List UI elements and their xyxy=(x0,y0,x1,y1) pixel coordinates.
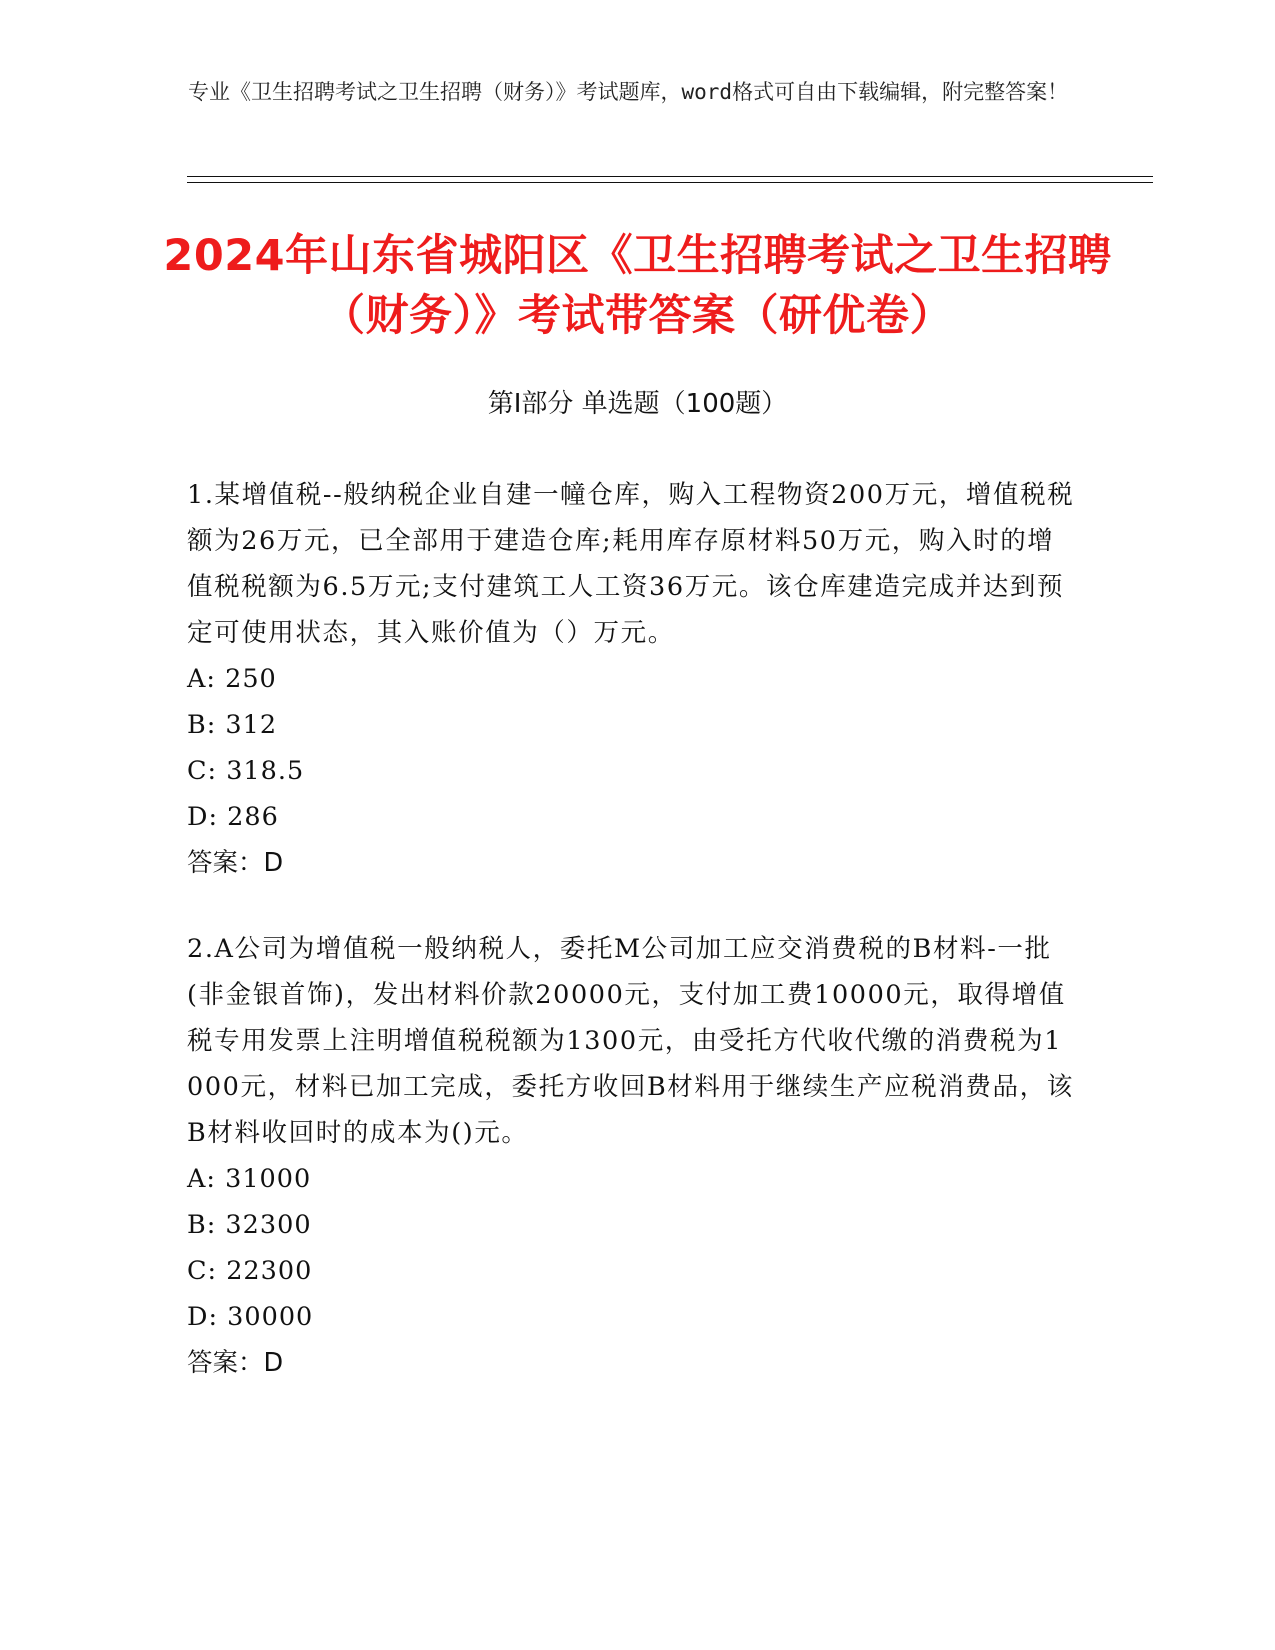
section-title: 第Ⅰ部分 单选题（100题） xyxy=(487,389,788,419)
question-stem: 2.A公司为增值税一般纳税人，委托M公司加工应交消费税的B材料-一批(非金银首饰)，发出材料价款20000元，支付加工费10000元，取得增值税专用发票上注明增值税税额为1300元，由受托方代收代缴的消费税为1000元，材料已加工完成，委托方收回B材料用于继续生产应税消费品，该B材料收回时的成本为()元。 xyxy=(187,934,1074,1148)
answer: 答案：D xyxy=(187,1348,284,1378)
question-2 xyxy=(187,926,1077,1386)
question-stem: 1.某增值税--般纳税企业自建一幢仓库，购入工程物资200万元，增值税税额为26万元，已全部用于建造仓库;耗用库存原材料50万元，购入时的增值税税额为6.5万元;支付建筑工人工资36万元。该仓库建造完成并达到预定可使用状态，其入账价值为（）万元。 xyxy=(187,480,1075,648)
header-divider-top xyxy=(187,176,1153,177)
option-c: C: 318.5 xyxy=(187,756,305,786)
option-d: D: 286 xyxy=(187,802,279,832)
question-1 xyxy=(187,472,1077,886)
option-a: A: 31000 xyxy=(187,1164,312,1194)
option-b: B: 32300 xyxy=(187,1210,312,1240)
option-b: B: 312 xyxy=(187,710,278,740)
header-divider-bottom xyxy=(187,182,1153,183)
option-a: A: 250 xyxy=(187,664,277,694)
document-title: 2024年山东省城阳区《卫生招聘考试之卫生招聘（财务）》考试带答案（研优卷） xyxy=(163,231,1112,341)
option-d: D: 30000 xyxy=(187,1302,314,1332)
option-c: C: 22300 xyxy=(187,1256,313,1286)
header-note: 专业《卫生招聘考试之卫生招聘（财务）》考试题库，word格式可自由下载编辑，附完整答案！ xyxy=(188,80,1069,104)
answer: 答案：D xyxy=(187,848,284,878)
